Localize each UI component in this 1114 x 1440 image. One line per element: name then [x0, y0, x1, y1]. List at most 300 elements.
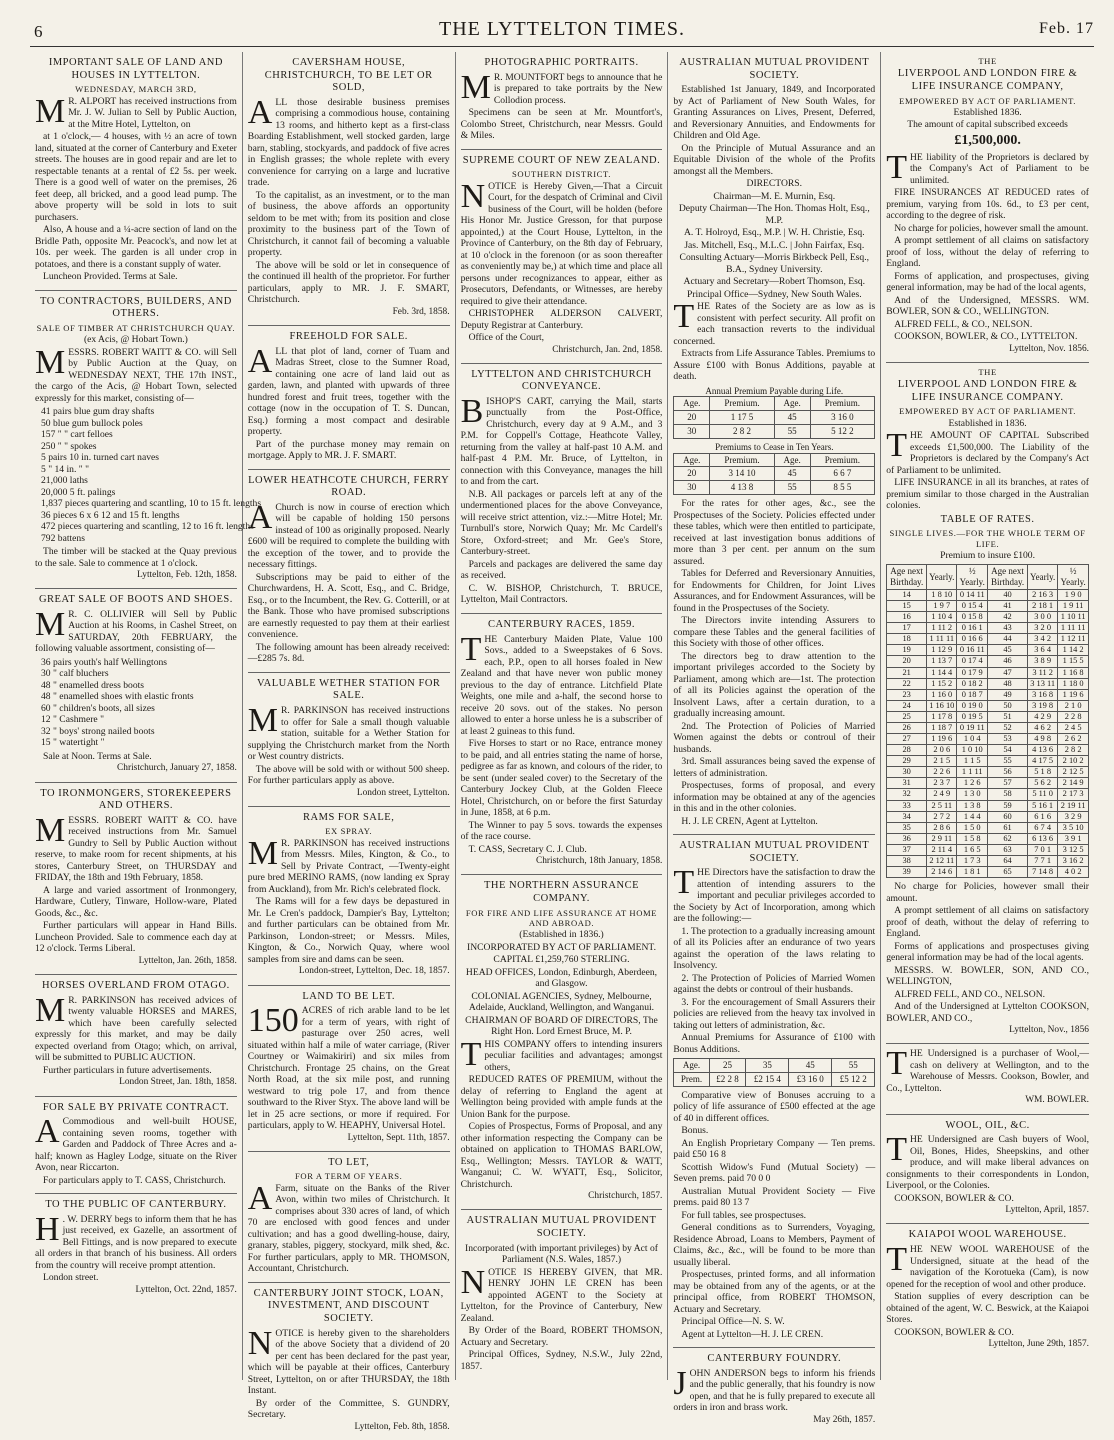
table-cell: 1 15 2 [927, 678, 957, 689]
ad-paragraph: Principal Offices, Sydney, N.S.W., July 22nd, 1857. [460, 1349, 663, 1372]
table-cell: 61 [988, 822, 1028, 833]
column-5 [881, 52, 1094, 1380]
table-cell: 46 [988, 656, 1028, 667]
table-row [887, 789, 1089, 800]
table-row [674, 481, 875, 495]
table-cell: Prem. [674, 1073, 709, 1087]
ad-body [886, 1131, 1089, 1192]
table-title: TABLE OF RATES. [940, 513, 1035, 525]
table-cell: 2 12 11 [927, 855, 957, 866]
table-cell: 41 [988, 601, 1028, 612]
table-header-cell: Age. [774, 453, 810, 467]
table-cell: 6 13 6 [1028, 833, 1058, 844]
ad-body-text: HE Canterbury Maiden Plate, Value 100 Sovs., added to a Sweepstakes of 6 Sovs. each, P.P., open to all horses foaled in New Zealand and that have never won public money previous to the day of entrance. Litchfield Plate Weights, one mile and a-half, the second horse to receive 20 sovs. out of the stakes. No person allowed to enter a horse unless he is a subscriber of at least 2 guineas to this fund. [460, 633, 663, 737]
table-cell: 1 8 10 [927, 590, 957, 601]
column-1 [30, 52, 262, 1380]
ad-paragraph: For full tables, see prospectuses. [681, 1209, 807, 1221]
ad-paragraph: Subscriptions may be paid to either of the Churchwardens, H. A. Scott, Esq., and C. Bridge, Esq., or to the Incumbent, the Rev. G. Cotterill, or at the Bank. Those who have promised subscriptions are earnestly requested to pay them at their earliest convenience. [247, 571, 450, 641]
ad-paragraph: An English Proprietary Company — Ten prems. paid £50 16 8 [673, 1137, 876, 1161]
table-cell: 55 [774, 481, 810, 495]
ad-subheading: SALE OF TIMBER AT CHRISTCHURCH QUAY. [36, 322, 236, 333]
ad-body [35, 811, 237, 884]
ad-body [886, 1045, 1089, 1094]
table-cell: 2 18 1 [1028, 601, 1058, 612]
ad-body-text: OHN ANDERSON begs to inform his friends and the public generally, that his foundry is now open, and that he is fully prepared to execute all orders in iron and brass work. [673, 1367, 876, 1414]
drop-cap: T [460, 630, 482, 668]
table-header-cell: Age. [674, 397, 710, 411]
table-cell: 57 [988, 778, 1028, 789]
ad-paragraph: The Rams will for a few days be depastured in Mr. Le Cren's paddock, Dampier's Bay, Lyttelton; and further particulars can be obtained from Mr. Parkinson, London-street; or Messrs. Miles, Kington, & Co., Norwich Quay, where wool samples from sire and dams can be seen. [247, 896, 450, 965]
advertisement [248, 986, 450, 1152]
ad-paragraph: A large and varied assortment of Ironmongery, Hardware, Cutlery, Tinware, Hollow-ware, Plated Goods, &c., &c. [35, 884, 237, 919]
table-cell: 2 17 3 [1058, 789, 1089, 800]
advertisement [35, 291, 262, 590]
table-header-cell: Age next Birthday. [887, 565, 927, 590]
ad-body-text: OTICE is hereby given to the shareholders of the above Society that a dividend of 20 per cent has been declared for the past year, which will be payable at their offices, Canterbury Street, Lyttelton, on or after THURSDAY, the 18th Instant. [247, 1327, 450, 1397]
ad-paragraph: And of the Undersigned at Lyttelton COOKSON, BOWLER, AND CO., [886, 1001, 1089, 1024]
item-list [35, 657, 237, 749]
list-item: 30 " calf bluchers [41, 668, 109, 680]
table-header-cell: ½ Yearly. [957, 565, 988, 590]
ad-body [247, 1179, 450, 1275]
table-header-cell: Age. [774, 397, 810, 411]
table-cell: 1 1 11 [957, 767, 988, 778]
table-header-cell: Premium. [710, 397, 775, 411]
table-cell: 3 8 9 [1028, 656, 1058, 667]
table-note: Premium to insure £100. [940, 549, 1036, 561]
drop-cap: M [247, 834, 279, 872]
officer-line: DIRECTORS. [746, 178, 803, 190]
table-row [674, 467, 875, 481]
ad-body [460, 177, 663, 308]
table-row [674, 1073, 875, 1087]
list-item: 48 " enamelled shoes with elastic fronts [41, 691, 194, 703]
table-cell: 55 [988, 756, 1028, 767]
table-row [887, 844, 1089, 855]
table-cell: 50 [988, 700, 1028, 711]
table-cell: 20 [674, 411, 710, 425]
ad-body-text: HE Directors have the satisfaction to draw the attention of intending assurers to the important and peculiar privileges accorded to the Society by Act of Incorporation, among which are the following:— [673, 867, 876, 925]
list-item: 792 battens [41, 532, 85, 544]
table-row [887, 700, 1089, 711]
table-cell: 2 4 9 [927, 789, 957, 800]
ad-heading: CANTERBURY FOUNDRY. [707, 1353, 842, 1365]
column-3 [456, 52, 669, 1380]
ad-paragraph: CHRISTOPHER ALDERSON CALVERT, Deputy Registrar at Canterbury. [460, 308, 663, 331]
list-item: 48 " enamelled dress boots [41, 679, 145, 691]
ad-body [35, 343, 237, 405]
advertisement [673, 835, 875, 1348]
list-item: 12 " Cashmere " [41, 714, 104, 726]
table-cell: 30 [674, 425, 710, 439]
table-cell: 65 [988, 866, 1028, 877]
ad-signature: Lyttelton, Feb. 12th, 1858. [137, 570, 237, 580]
ad-body [460, 630, 663, 738]
ad-paragraph: A prompt settlement of all claims on satisfactory proof of death, without the delay of referring to England. [886, 905, 1089, 940]
table-cell: 2 2 6 [927, 767, 957, 778]
table-cell: 6 7 4 [1028, 822, 1058, 833]
table-row [887, 645, 1089, 656]
ad-heading: AUSTRALIAN MUTUAL PROVIDENT SOCIETY. [679, 57, 870, 81]
ad-note: Established in 1836. [948, 417, 1027, 429]
ad-note: (ex Acis, @ Hobart Town.) [83, 334, 188, 345]
table-caption: Annual Premium Payable during Life. [705, 385, 844, 396]
advertisement [35, 1097, 237, 1195]
advertisement [886, 52, 1089, 363]
table-cell: 4 0 2 [1058, 866, 1089, 877]
ad-paragraph: Sale at Noon. Terms at Sale. [43, 750, 152, 762]
ad-paragraph: General conditions as to Surrenders, Voyaging, Residence Abroad, Loans to Members, Payment of Claims, &c., &c., will be found to be more than usually liberal. [673, 1222, 876, 1268]
ad-body [247, 834, 450, 896]
table-row [887, 678, 1089, 689]
ad-signature: Lyttelton, June 29th, 1857. [988, 1339, 1089, 1350]
ad-body [460, 1035, 663, 1074]
drop-cap: M [460, 68, 491, 106]
table-cell: 20 [887, 656, 927, 667]
drop-cap: M [247, 702, 279, 740]
table-cell: 27 [887, 734, 927, 745]
ad-subheading: FOR FIRE AND LIFE ASSURANCE AT HOME AND ABROAD. [465, 907, 658, 928]
ad-heading: LAND TO BE LET. [302, 990, 396, 1002]
table-header-cell: 35 [746, 1059, 789, 1073]
table-cell: 7 7 1 [1028, 855, 1058, 866]
ad-paragraph: Principal Office—N. S. W. [681, 1316, 785, 1328]
table-cell: 1 16 0 [927, 689, 957, 700]
table-cell: 1 16 8 [1058, 667, 1089, 678]
ad-paragraph: Tables for Deferred and Reversionary Annuities, for Endowments for Children, for Joint Lives Assurances, and for Endowment Assurances, will be found in the Prospectuses of the Society. [673, 568, 876, 614]
ad-heading: LIVERPOOL AND LONDON FIRE & LIFE INSURANCE COMPANY. [897, 379, 1078, 403]
ad-signature: Feb. 3rd, 1858. [392, 306, 450, 317]
table-row [674, 411, 875, 425]
ad-body [673, 298, 876, 347]
ad-paragraph: FIRE INSURANCES AT REDUCED rates of premium, varying from 10s. 6d., to £3 per cent, according to the degree of risk. [886, 187, 1089, 222]
drop-cap: A [35, 1113, 60, 1151]
drop-cap: M [35, 991, 66, 1029]
table-cell: 19 [887, 645, 927, 656]
drop-cap: T [886, 148, 907, 186]
table-cell: 2 8 2 [1058, 745, 1089, 756]
table-cell: 30 [674, 481, 710, 495]
ad-paragraph: On the Principle of Mutual Assurance and an Equitable Division of the whole of the Profits amongst all the Members. [673, 142, 876, 177]
drop-cap: A [247, 342, 273, 380]
ad-body [35, 1113, 237, 1174]
table-cell: 54 [988, 745, 1028, 756]
data-table [673, 442, 875, 495]
ad-paragraph: Annual Premiums for Assurance of £100 with Bonus Additions. [673, 1032, 876, 1055]
ad-paragraph: The timber will be stacked at the Quay previous to the sale. Sale to commence at 1 o'clock. [35, 546, 237, 569]
ad-paragraph: Australian Mutual Provident Society — Five prems. paid 80 13 7 [673, 1185, 876, 1209]
page-number: 6 [34, 22, 43, 41]
table-cell: 2 14 6 [927, 866, 957, 877]
table-cell: 7 0 1 [1028, 844, 1058, 855]
ad-heading: THE NORTHERN ASSURANCE COMPANY. [483, 880, 640, 904]
ad-line: CHAIRMAN OF BOARD OF DIRECTORS, The Right Hon. Lord Ernest Bruce, M. P. [465, 1014, 658, 1038]
column-4 [668, 52, 881, 1425]
ad-subheading: EMPOWERED BY ACT OF PARLIAMENT. [899, 406, 1077, 417]
ad-paragraph: 2nd. The Protection of Policies of Married Women against the debts or controul of their husbands. [673, 720, 876, 755]
table-cell: 1 3 8 [957, 800, 988, 811]
advertisement [886, 1115, 1089, 1225]
table-row [887, 722, 1089, 733]
ad-line: COLONIAL AGENCIES, Sydney, Melbourne, Adelaide, Auckland, Wellington, and Wanganui. [468, 990, 655, 1014]
table-cell: 3 16 0 [810, 411, 875, 425]
table-cell: 0 16 6 [957, 634, 988, 645]
table-caption: Premiums to Cease in Ten Years. [715, 441, 834, 452]
table-cell: 43 [988, 623, 1028, 634]
ad-heading: CANTERBURY JOINT STOCK, LOAN, INVESTMENT, AND DISCOUNT SOCIETY. [253, 1287, 444, 1324]
table-cell: 20 [674, 467, 710, 481]
ad-body-text: R. PARKINSON has received instructions to offer for Sale a small though valuable station, suitable for a Wether Station for supplying the Christchurch market from the North or West country districts. [247, 705, 450, 763]
ad-body [35, 991, 237, 1064]
ad-subheading: WEDNESDAY, MARCH 3RD, [75, 84, 197, 95]
ad-signature: WM. BOWLER. [1025, 1095, 1089, 1106]
ad-heading: GREAT SALE OF BOOTS AND SHOES. [38, 594, 233, 606]
ad-body-text: ESSRS. ROBERT WAITT & CO. have received instructions from Mr. Samuel Gundry to Sell by Public Auction without reserve, to make room for recent shipments, at his stores, Canterbury Street, on THURSDAY and FRIDAY, the 18th and 19th February, 1858. [35, 814, 237, 884]
table-cell: 37 [887, 844, 927, 855]
ad-body-text: HE liability of the Proprietors is declared by the Company's Act of Parliament to be unlimited. [909, 151, 1089, 186]
table-cell: 0 17 9 [957, 667, 988, 678]
table-row [887, 855, 1089, 866]
table-cell: 36 [887, 833, 927, 844]
table-header-cell: 25 [709, 1059, 746, 1073]
ad-heading: KAIAPOI WOOL WAREHOUSE. [908, 1229, 1067, 1241]
table-cell: 3 2 0 [1028, 623, 1058, 634]
ad-paragraph: 2. The Protection of Policies of Married Women against the debts or controul of their husbands. [673, 972, 876, 996]
table-cell: 47 [988, 667, 1028, 678]
data-table [673, 386, 875, 439]
drop-cap: J [673, 1364, 687, 1402]
table-cell: 2 2 8 [1058, 711, 1089, 722]
ad-body-text: R. C. OLLIVIER will Sell by Public Auction at his Rooms, in Cashel Street, on SATURDAY, 20th FEBRUARY, the following valuable assortment, consisting of— [35, 608, 237, 655]
masthead-rule [30, 46, 1094, 47]
list-item: 5 pairs 10 in. turned cart naves [41, 452, 160, 463]
table-cell: 22 [887, 678, 927, 689]
table-cell: 0 19 0 [957, 700, 988, 711]
ad-paragraph: The Directors invite intending Assurers to compare these Tables and the general facilities of this Society with those of other offices. [673, 615, 876, 650]
advertisement [886, 363, 1089, 1044]
table-cell: 4 13 8 [710, 481, 775, 495]
advertisement [461, 52, 663, 150]
ad-paragraph: Extracts from Life Assurance Tables. Premiums to Assure £100 with Bonus Additions, payable at death. [673, 348, 876, 383]
table-header-cell: Age. [674, 1059, 709, 1073]
ad-paragraph: The directors beg to draw attention to the important privileges accorded to the Society by Parliament, among which are—1st. The protection of all its Policies against the operation of the Insolvent Laws, after a certain duration, to a gradually increasing amount. [673, 650, 876, 720]
table-cell: 42 [988, 612, 1028, 623]
table-cell: 3 4 2 [1028, 634, 1058, 645]
table-cell: 1 7 3 [957, 855, 988, 866]
ad-paragraph: MESSRS. W. BOWLER, SON, AND CO., WELLINGTON, [886, 964, 1089, 988]
ad-paragraph: Station supplies of every description can be obtained of the agent, W. C. Beswick, at the Kaiapoi Stores. [886, 1291, 1089, 1326]
table-header-cell: Age. [674, 453, 710, 467]
drop-cap: T [460, 1035, 482, 1073]
table-cell: 32 [887, 789, 927, 800]
ad-paragraph: By order of the Committee, S. GUNDRY, Secretary. [247, 1397, 450, 1421]
ad-body [35, 605, 237, 655]
table-row [674, 425, 875, 439]
ad-signature: Christchurch, 1857. [588, 1191, 663, 1202]
officer-line: Actuary and Secretary—Robert Thomson, Esq. [683, 276, 866, 288]
ad-paragraph: C. W. BISHOP, Christchurch, T. BRUCE, Lyttelton, Mail Contractors. [460, 582, 663, 606]
advertisement [886, 1044, 1089, 1114]
ad-body-text: R. PARKINSON has received instructions from Messrs. Miles, Kington, & Co., to Sell by Private Contract, —Twenty-eight pure bred MERINO RAMS, (now landing ex Spray from Auckland), from Mr. Rich's celebrated flock. [247, 837, 450, 895]
table-row [887, 734, 1089, 745]
table-cell: 6 6 7 [810, 467, 875, 481]
table-cell: 1 0 4 [957, 734, 988, 745]
advertisement [461, 875, 663, 1210]
ad-paragraph: To the capitalist, as an investment, or to the man of business, the above affords an opportunity seldom to be met with; from its position and close proximity to the business part of the Town of Christchurch, it cannot fail of becoming a valuable property. [247, 189, 450, 259]
ad-paragraph: Parcels and packages are delivered the same day as received. [460, 558, 663, 582]
table-cell: 1 0 10 [957, 745, 988, 756]
ad-subheading: EX SPRAY. [325, 826, 373, 837]
ad-paragraph: The following amount has been already received:—£285 7s. 8d. [247, 641, 450, 665]
table-row [887, 822, 1089, 833]
table-cell: 52 [988, 722, 1028, 733]
newspaper-title: THE LYTTELTON TIMES. [439, 18, 685, 40]
ad-heading: TO IRONMONGERS, STOREKEEPERS AND OTHERS. [40, 787, 232, 812]
ad-paragraph: Prospectuses, forms of proposal, and every information may be obtained at any of the agencies in this and in the other colonies. [673, 780, 876, 815]
table-cell: 59 [988, 800, 1028, 811]
table-cell: 39 [887, 866, 927, 877]
advertisement [461, 1210, 663, 1379]
table-header-row [887, 565, 1089, 590]
table-cell: 53 [988, 734, 1028, 745]
ad-heading: CANTERBURY RACES, 1859. [487, 618, 636, 630]
ad-body [35, 92, 237, 131]
list-item: 250 " " spokes [41, 440, 97, 452]
ad-body-text: ISHOP'S CART, carrying the Mail, starts punctually from the Post-Office, Christchurch, every day at 9 A.M., and 3 P.M. for Coppell's Cottage, Heathcote Valley, returning from the valley at half-past 10 A.M. and half-past 4 P.M. Mr. Bruce, of Lyttelton, in connection with this Conveyance, manages the hill to and from the cart. [460, 395, 663, 488]
table-cell: 45 [774, 411, 810, 425]
table-cell: 3 13 11 [1028, 678, 1058, 689]
capital-amount: £1,500,000. [954, 132, 1021, 148]
ad-body [460, 1263, 663, 1325]
table-cell: 1 10 11 [1058, 612, 1089, 623]
drop-cap: N [247, 1324, 273, 1362]
table-cell: 51 [988, 711, 1028, 722]
table-cell: 35 [887, 822, 927, 833]
drop-cap: M [35, 92, 66, 130]
table-cell: 44 [988, 634, 1028, 645]
table-cell: 1 16 10 [927, 700, 957, 711]
table-row [887, 800, 1089, 811]
table-header-cell: ½ Yearly. [1058, 565, 1089, 590]
table-row [887, 656, 1089, 667]
officer-line: Consulting Actuary—Morris Birkbeck Pell, Esq., B.A., Sydney University. [679, 252, 870, 275]
ad-note: Established 1836. [953, 106, 1022, 118]
table-row [887, 590, 1089, 601]
table-cell: 17 [887, 623, 927, 634]
drop-cap: A [247, 498, 273, 536]
advertisement [248, 807, 450, 986]
ad-paragraph: COOKSON, BOWLER, & CO., LYTTELTON. [894, 331, 1078, 343]
ad-body-text: HE Undersigned is a purchaser of Wool,—cash on delivery at Wellington, and to the Warehouse of Messrs. Cookson, Bowler, and Co., Lyttelton. [886, 1048, 1089, 1094]
table-cell: 1 18 0 [1058, 678, 1089, 689]
drop-cap: M [35, 811, 66, 849]
ad-body-text: HE NEW WOOL WAREHOUSE of the Undersigned, situate at the head of the navigation of the Korotueka (Cam), is now opened for the reception of wool and other produce. [886, 1244, 1089, 1290]
ad-signature: London Street, Jan. 18th, 1858. [119, 1077, 237, 1088]
table-cell: 0 17 4 [957, 656, 988, 667]
advertisement [248, 673, 450, 807]
table-cell: 3 12 5 [1058, 844, 1089, 855]
advertisement [248, 1283, 450, 1440]
table-cell: 5 11 0 [1028, 789, 1058, 800]
ad-body-text: OTICE IS HEREBY GIVEN, that MR. HENRY JOHN LE CREN has been appointed AGENT to the Society at Lyttelton, for the Province of Canterbury, New Zealand. [460, 1266, 663, 1324]
ad-heading: VALUABLE WETHER STATION FOR SALE. [256, 677, 441, 702]
ad-line: INCORPORATED BY ACT OF PARLIAMENT. [467, 941, 656, 953]
table-cell: £2 2 8 [709, 1073, 746, 1087]
table-cell: 7 14 8 [1028, 866, 1058, 877]
table-header-cell: Premium. [810, 453, 875, 467]
advertisement [248, 52, 450, 326]
drop-cap: M [35, 605, 66, 643]
ad-paragraph: REDUCED RATES OF PREMIUM, without the delay of referring to England the agent at Wellington being provided with ample funds at the Union Bank for the purpose. [460, 1074, 663, 1120]
table-row [887, 745, 1089, 756]
ad-signature: Lyttelton, Nov., 1856 [1009, 1025, 1089, 1036]
table-cell: 3 2 9 [1058, 811, 1089, 822]
ad-paragraph: Further particulars will appear in Hand Bills. Luncheon Provided. Sale to commence each day at 12 o'clock. Terms Liberal. [35, 920, 237, 955]
table-cell: 33 [887, 800, 927, 811]
table-cell: 62 [988, 833, 1028, 844]
ad-paragraph: No charge for policies, however small the amount. [894, 222, 1089, 234]
table-cell: 21 [887, 667, 927, 678]
table-cell: 1 5 0 [957, 822, 988, 833]
ad-signature: Lyttelton, Nov. 1856. [1009, 343, 1089, 354]
table-header-cell: Age next Birthday. [988, 565, 1028, 590]
table-cell: 63 [988, 844, 1028, 855]
advertisement [886, 1224, 1089, 1357]
ad-paragraph: Part of the purchase money may remain on mortgage. Apply to MR. J. F. SMART. [247, 438, 450, 462]
table-header-cell: Yearly. [1028, 565, 1058, 590]
table-cell: 56 [988, 767, 1028, 778]
table-cell: 4 2 9 [1028, 711, 1058, 722]
ad-paragraph: For the rates for other ages, &c., see the Prospectuses of the Society. Policies effected under these tables, which were then entitled to participate, received at last investigation bonus additions of more than 3 per cent. per annum on the sum assured. [673, 498, 876, 567]
list-item: 157 " " cart felloes [41, 429, 113, 440]
drop-cap: T [886, 1131, 907, 1169]
ad-body [886, 148, 1089, 187]
table-cell: 3 0 0 [1028, 612, 1058, 623]
ad-signature: London street, Lyttelton. [356, 787, 450, 798]
ad-heading: TO THE PUBLIC OF CANTERBURY. [45, 1199, 227, 1211]
ad-paragraph: Bonus. [681, 1125, 709, 1137]
list-item: 20,000 5 ft. palings [41, 486, 116, 498]
table-cell: 2 9 11 [927, 833, 957, 844]
table-cell: 34 [887, 811, 927, 822]
table-cell: 3 16 8 [1028, 689, 1058, 700]
table-cell: 15 [887, 601, 927, 612]
ad-signature: Lyttelton, Feb. 8th, 1858. [354, 1421, 450, 1432]
advertisement [35, 783, 237, 975]
ad-heading: RAMS FOR SALE, [303, 811, 395, 823]
table-header-cell: Premium. [810, 397, 875, 411]
ad-body [460, 68, 663, 107]
issue-date: Feb. 17 [1039, 20, 1094, 37]
table-cell: 0 18 2 [957, 678, 988, 689]
list-item: 60 " children's boots, all sizes [41, 702, 155, 714]
ad-body [247, 1002, 450, 1132]
ad-body-text: HE AMOUNT OF CAPITAL Subscribed exceeds £1,500,000. The Liability of the Proprietors is declared by the Company's Act of Parliament to be unlimited. [886, 430, 1089, 476]
ad-subheading: FOR A TERM OF YEARS. [295, 1171, 403, 1182]
ad-heading: FREEHOLD FOR SALE. [289, 331, 408, 343]
table-header-cell: 45 [789, 1059, 832, 1073]
advertisement [248, 1152, 450, 1283]
table-row [887, 634, 1089, 645]
ad-signature: May 26th, 1857. [813, 1414, 876, 1425]
table-cell: 1 5 8 [957, 833, 988, 844]
ad-body-text: ACRES of rich arable land to be let for a term of years, with right of pasturage over 250 acres, well situated within half a mile of water carriage, (River Courtney or Waimakiriri) and six miles from Christchurch. Frontage 25 chains, on the Great North Road, at the six mile post, and running westward to trig pole 17, and from thence southward to the River Styx. The above land will be let in 25 acre sections, or more if required. For particulars, apply to W. HEAPHY, Universal Hotel. [247, 1005, 450, 1132]
table-cell: 5 6 2 [1028, 778, 1058, 789]
ad-heading: CAVERSHAM HOUSE, CHRISTCHURCH, TO BE LET OR SOLD, [264, 57, 433, 94]
ad-paragraph: The above will be sold or let in consequence of the continued ill health of the proprietor. For further particulars, apply to MR. J. F. SMART, Christchurch. [247, 259, 450, 306]
table-cell: 3 19 8 [1028, 700, 1058, 711]
table-row [887, 601, 1089, 612]
